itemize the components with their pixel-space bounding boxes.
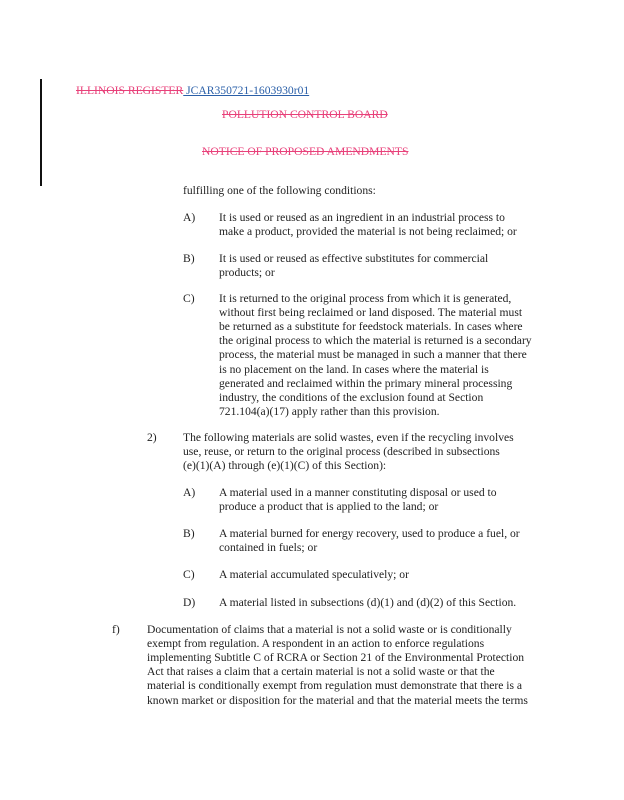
text-line: products; or bbox=[219, 266, 275, 280]
text-line: produce a product that is applied to the land; or bbox=[219, 500, 439, 514]
text-line: Act that raises a claim that a certain material is not a solid waste or that the bbox=[147, 665, 495, 679]
text-line: (e)(1)(A) through (e)(1)(C) of this Section): bbox=[183, 459, 387, 473]
text-line: make a product, provided the material is not being reclaimed; or bbox=[219, 225, 517, 239]
item-label: B) bbox=[183, 252, 195, 265]
item-label: C) bbox=[183, 292, 195, 305]
text-line: The following materials are solid wastes, even if the recycling involves bbox=[183, 431, 514, 444]
jcar-code-link[interactable]: JCAR350721-1603930r01 bbox=[183, 84, 310, 97]
item-label: B) bbox=[183, 527, 195, 540]
text-line: Documentation of claims that a material is not a solid waste or is conditionally bbox=[147, 623, 512, 636]
item-label: C) bbox=[183, 568, 195, 581]
text-line: generated and reclaimed within the primary mineral processing bbox=[219, 376, 513, 390]
text-line: It is returned to the original process from which it is generated, bbox=[219, 292, 512, 305]
register-header bbox=[76, 84, 309, 98]
text-line: material is conditionally exempt from regulation must demonstrate that there is a bbox=[147, 679, 523, 693]
item-label: 2) bbox=[147, 431, 157, 444]
text-line: It is used or reused as an ingredient in an industrial process to bbox=[219, 211, 505, 224]
text-line: implementing Subtitle C of RCRA or Section 21 of the Environmental Protection bbox=[147, 651, 525, 665]
text-line: use, reuse, or return to the original process (described in subsections bbox=[183, 445, 500, 459]
text-line: It is used or reused as effective substitutes for commercial bbox=[219, 252, 489, 265]
item-label: D) bbox=[183, 596, 196, 609]
board-name: POLLUTION CONTROL BOARD bbox=[222, 108, 388, 121]
item-label: A) bbox=[183, 486, 196, 499]
item-label: f) bbox=[112, 623, 120, 636]
text-line: without first being reclaimed or land disposed. The material must bbox=[219, 306, 523, 320]
text-line: A material accumulated speculatively; or bbox=[219, 568, 409, 581]
text-line: process, the material must be managed in such a manner that there bbox=[219, 348, 527, 362]
text-line: A material used in a manner constituting disposal or used to bbox=[219, 486, 497, 499]
text-line: A material burned for energy recovery, used to produce a fuel, or bbox=[219, 527, 520, 540]
text-line: contained in fuels; or bbox=[219, 541, 318, 555]
text-line: known market or disposition for the material and that the material meets the terms bbox=[147, 693, 528, 707]
text-line: 721.104(a)(17) apply rather than this provision. bbox=[219, 404, 440, 418]
item-label: A) bbox=[183, 211, 196, 224]
text-line: be returned as a substitute for feedstock materials. In cases where bbox=[219, 320, 523, 334]
text-line: exempt from regulation. A respondent in an action to enforce regulations bbox=[147, 637, 485, 651]
text-line: is no placement on the land. In cases where the material is bbox=[219, 362, 489, 376]
text-line: industry, the conditions of the exclusion found at Section bbox=[219, 390, 484, 404]
text-line: the original process to which the material is returned is a secondary bbox=[219, 334, 532, 348]
intro-text: fulfilling one of the following conditions: bbox=[183, 184, 376, 197]
register-title: ILLINOIS REGISTER bbox=[76, 84, 184, 97]
change-bar bbox=[40, 79, 42, 186]
text-line: A material listed in subsections (d)(1) and (d)(2) of this Section. bbox=[219, 596, 517, 609]
notice-title: NOTICE OF PROPOSED AMENDMENTS bbox=[202, 145, 409, 158]
